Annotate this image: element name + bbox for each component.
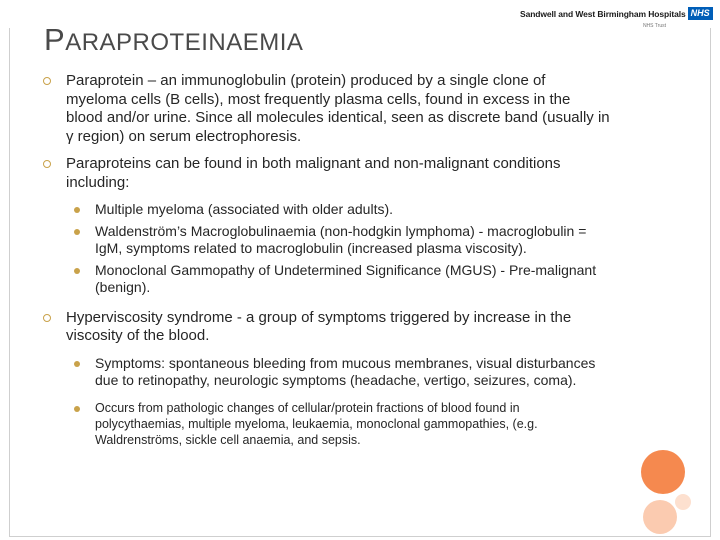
slide-frame-bottom — [9, 536, 711, 537]
sub-bullet-text: Occurs from pathologic changes of cellular/protein fractions of blood found in polycythaemias, multiple myeloma, leukaemia, monoclonal gammopathies, (e.g. Waldrenströms, sickle cell anaemia, and sepsis. — [95, 400, 538, 447]
sub-bullet-text: Waldenström’s Macroglobulinaemia (non-hodgkin lymphoma) - macroglobulin = IgM, symptoms related to macroglobulin (increased plasma viscosity). — [95, 222, 587, 256]
dot-bullet-icon — [74, 229, 80, 235]
decorative-circle — [675, 494, 691, 510]
ring-bullet-icon — [43, 160, 51, 168]
slide-content — [40, 72, 610, 452]
bullet-text: - a group of symptoms triggered by increase in the viscosity of the blood. — [66, 308, 572, 344]
bullet-text: – an immunoglobulin (protein) produced by a single clone of myeloma cells (B cells), most frequently plasma cells, found in excess in the blood and/or urine. Since all molecules identical, seen as discrete band (usually in γ region) on serum electrophoresis. — [66, 72, 610, 145]
ring-bullet-icon — [43, 314, 51, 322]
sub-list-hyperviscosity — [40, 355, 610, 448]
sub-bullet-text: Multiple myeloma (associated with older adults). — [95, 201, 394, 217]
bullet-paraproteins-found — [40, 155, 610, 192]
slide-title — [44, 22, 303, 58]
logo-subtext: NHS Trust — [642, 23, 666, 29]
bullet-paraprotein — [40, 72, 610, 146]
sub-bullet-text: Monoclonal Gammopathy of Undetermined Significance (MGUS) - Pre-malignant (benign). — [95, 261, 597, 295]
sub-list-conditions — [40, 201, 610, 297]
sub-bullet — [66, 355, 610, 390]
nhs-badge: NHS — [688, 7, 713, 20]
bullet-lead: Paraprotein — [66, 72, 144, 89]
ring-bullet-icon — [43, 77, 51, 85]
hospital-logo — [520, 7, 710, 35]
sub-bullet-text: Symptoms: spontaneous bleeding from mucous membranes, visual disturbances due to retinopathy, neurologic symptoms (headache, vertigo, seizures, coma). — [95, 354, 596, 388]
decorative-circle — [641, 450, 685, 494]
title-rest: ARAPROTEINAEMIA — [65, 29, 304, 56]
bullet-text: Paraproteins can be found in both malignant and non-malignant conditions including: — [66, 155, 561, 191]
dot-bullet-icon — [74, 361, 80, 367]
decorative-circle — [643, 500, 677, 534]
sub-bullet — [66, 201, 610, 219]
bullet-hyperviscosity — [40, 309, 610, 346]
bullet-lead: Hyperviscosity syndrome — [66, 308, 233, 326]
logo-text: Sandwell and West Birmingham Hospitals — [520, 8, 686, 19]
sub-bullet — [66, 262, 610, 297]
dot-bullet-icon — [74, 207, 80, 213]
dot-bullet-icon — [74, 268, 80, 274]
sub-bullet — [66, 223, 610, 258]
dot-bullet-icon — [74, 406, 80, 412]
title-first-letter: P — [44, 22, 66, 57]
sub-bullet — [66, 400, 610, 448]
